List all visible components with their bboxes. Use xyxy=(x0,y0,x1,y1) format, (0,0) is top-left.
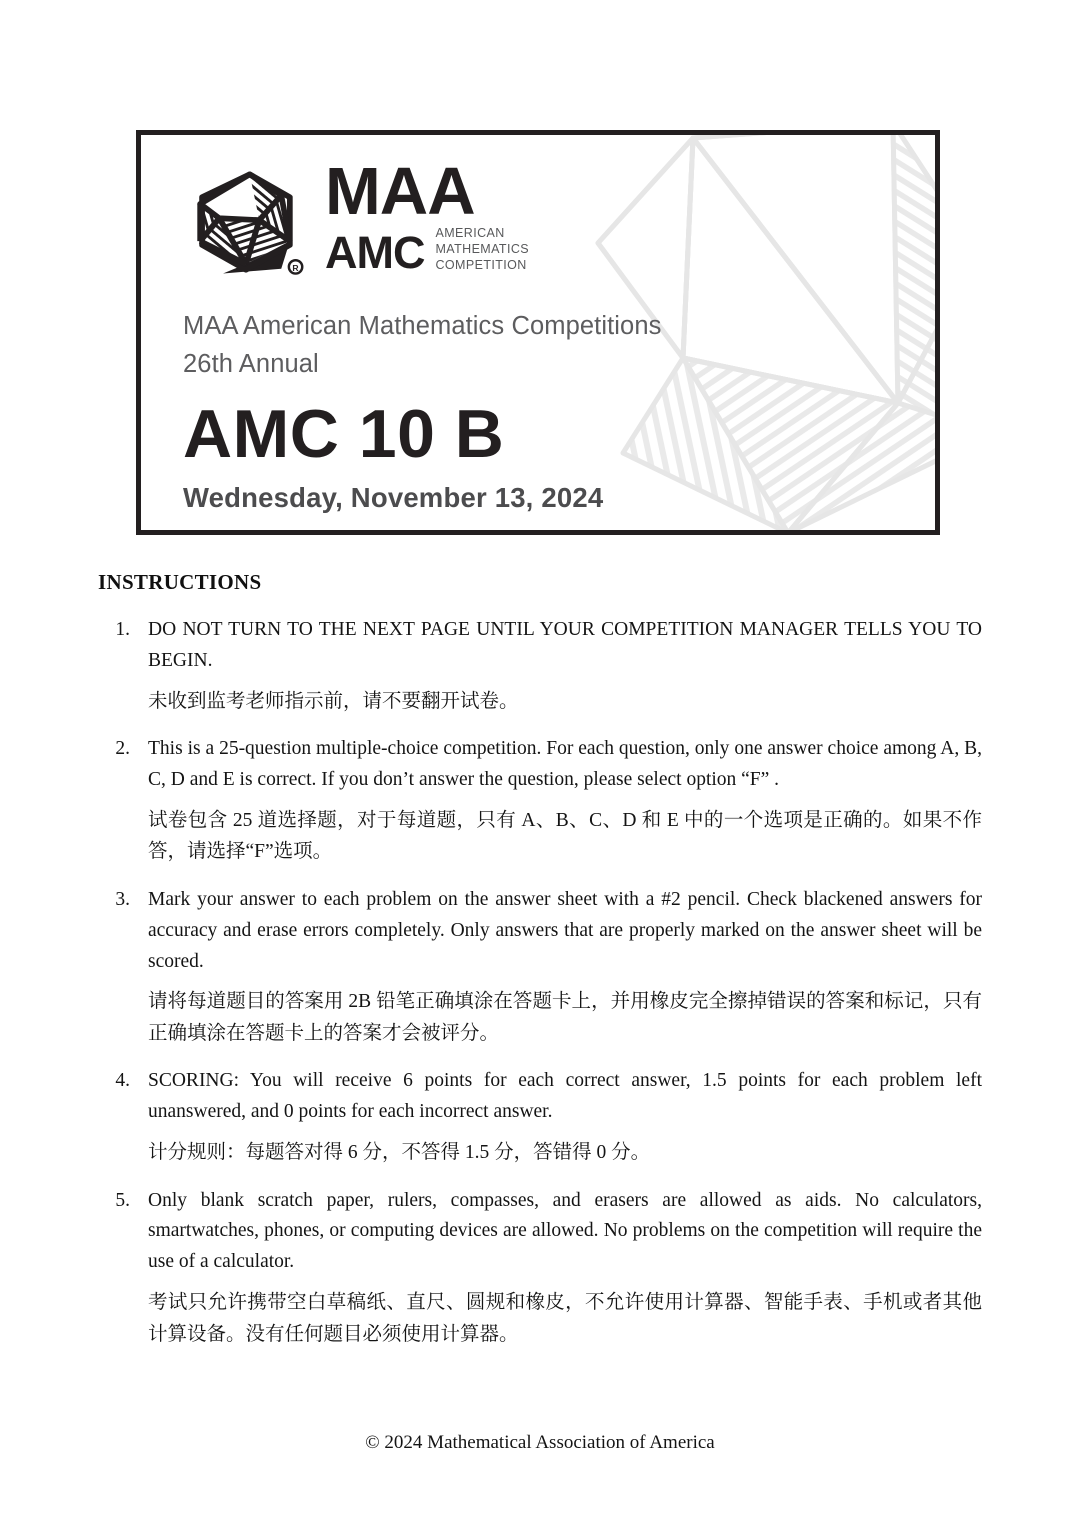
logo-expansion-line-1: AMERICAN xyxy=(435,225,505,240)
competition-title: AMC 10 B xyxy=(183,395,505,472)
instruction-item xyxy=(98,1186,982,1351)
competition-date: Wednesday, November 13, 2024 xyxy=(183,481,604,513)
instruction-text-english: This is a 25-question multiple-choice competition. For each question, only one answer choice among A, B, C, D and E is correct. If you don’t answer the question, please select option “F” . xyxy=(148,738,982,790)
instruction-number: 5. xyxy=(115,1189,130,1211)
annual-line: 26th Annual xyxy=(183,350,319,379)
instruction-text-english: SCORING: You will receive 6 points for each correct answer, 1.5 points for each problem left unanswered, and 0 points for each incorrect answer. xyxy=(148,1070,982,1123)
copyright-footer: © 2024 Mathematical Association of America xyxy=(365,1432,715,1453)
instructions-heading: INSTRUCTIONS xyxy=(98,570,262,594)
instruction-text-chinese: 考试只允许携带空白草稿纸、直尺、圆规和橡皮，不允许使用计算器、智能手表、手机或者其他计算设备。没有任何题目必须使用计算器。 xyxy=(148,1292,982,1345)
banner-headline xyxy=(183,307,935,514)
logo-amc-text: AMC xyxy=(325,226,425,278)
maa-icosahedron-logo-icon xyxy=(183,161,307,285)
instruction-text-english: Only blank scratch paper, rulers, compasses, and erasers are allowed as aids. No calculators, smartwatches, phones, or computing devices are allowed. No problems on the competition will require the use of a calculator. xyxy=(148,1189,982,1273)
logo-expansion-line-2: MATHEMATICS xyxy=(435,241,530,256)
logo-expansion-text xyxy=(435,225,529,273)
logo-maa-text: MAA xyxy=(325,154,475,229)
instruction-text-chinese: 请将每道题目的答案用 2B 铅笔正确填涂在答题卡上，并用橡皮完全擦掉错误的答案和标记，只有正确填涂在答题卡上的答案才会被评分。 xyxy=(148,991,982,1044)
logo-expansion-line-3: COMPETITION xyxy=(435,257,527,272)
instruction-item xyxy=(98,885,982,1050)
instruction-number: 3. xyxy=(115,888,130,910)
instruction-item xyxy=(98,1066,982,1168)
instruction-item xyxy=(98,734,982,868)
competition-banner xyxy=(136,130,940,535)
instruction-text-chinese: 试卷包含 25 道选择题，对于每道题，只有 A、B、C、D 和 E 中的一个选项是正确的。如果不作答，请选择“F”选项。 xyxy=(148,809,982,863)
organization-line: MAA American Mathematics Competitions xyxy=(183,312,662,340)
instructions-list xyxy=(98,615,982,1367)
maa-amc-logo xyxy=(183,154,935,285)
instruction-item xyxy=(98,615,982,717)
instruction-text-english: DO NOT TURN TO THE NEXT PAGE UNTIL YOUR COMPETITION MANAGER TELLS YOU TO BEGIN. xyxy=(148,619,982,671)
instruction-number: 4. xyxy=(115,1070,130,1092)
instruction-text-english: Mark your answer to each problem on the answer sheet with a #2 pencil. Check blackened answers for accuracy and erase errors completely. Only answers that are properly marked on the answer sheet will be scored. xyxy=(148,888,982,972)
instruction-text-chinese: 未收到监考老师指示前，请不要翻开试卷。 xyxy=(148,690,519,712)
instruction-number: 2. xyxy=(115,738,130,760)
svg-text:R: R xyxy=(292,263,299,274)
instruction-text-chinese: 计分规则：每题答对得 6 分，不答得 1.5 分，答错得 0 分。 xyxy=(148,1142,651,1164)
instruction-number: 1. xyxy=(115,619,130,640)
